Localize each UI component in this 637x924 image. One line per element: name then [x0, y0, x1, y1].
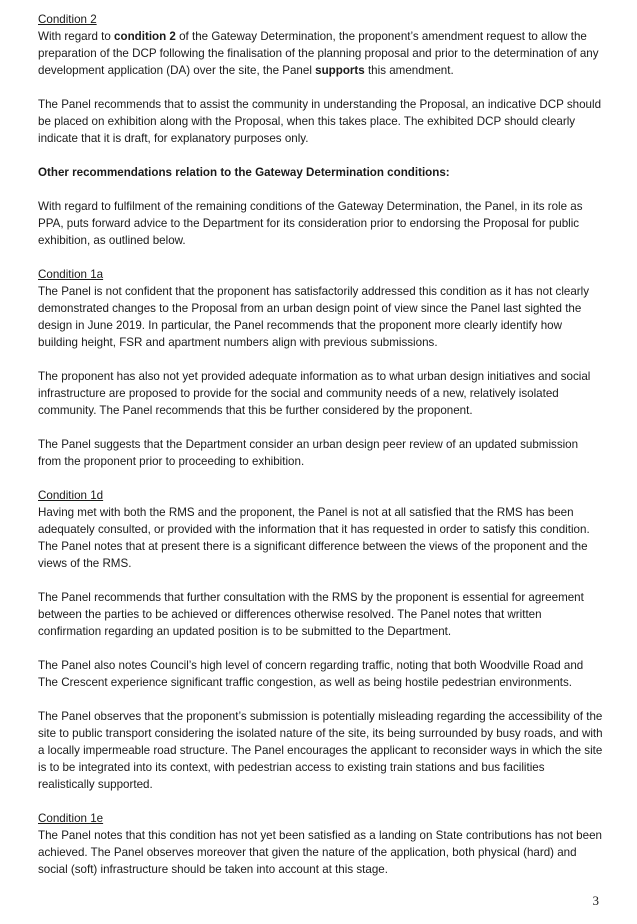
condition-1d-paragraph-3: The Panel also notes Council’s high level of concern regarding traffic, noting that both Woodville Road and The Crescent experience significant traffic congestion, as well as being hostile pedestrian environments. — [38, 659, 584, 689]
document-page — [38, 11, 604, 895]
other-recommendations-paragraph: With regard to fulfilment of the remaining conditions of the Gateway Determination, the Panel, in its role as PPA, puts forward advice to the Department for its consideration prior to endorsing the Proposal for public exhibition, as outlined below. — [38, 200, 583, 247]
condition-1d-paragraph-2: The Panel recommends that further consultation with the RMS by the proponent is essential for agreement between the parties to be achieved or differences otherwise resolved. The Panel notes that written confirmation regarding an updated position is to be submitted to the Department. — [38, 591, 584, 638]
condition-1d-paragraph-1: Having met with both the RMS and the proponent, the Panel is not at all satisfied that the RMS has been adequately consulted, or provided with the information that it has requested in order to satisfy this condition. The Panel notes that at present there is a significant difference between the views of the proponent and the views of the RMS. — [38, 506, 590, 570]
condition-1a-heading: Condition 1a — [38, 268, 104, 281]
condition-1a-paragraph-2: The proponent has also not yet provided adequate information as to what urban design initiatives and social infrastructure are proposed to provide for the social and community needs of a new, relatively isolated community. The Panel recommends that this be further considered by the proponent. — [38, 370, 591, 417]
condition-1e-paragraph-1: The Panel notes that this condition has not yet been satisfied as a landing on State contributions has not been achieved. The Panel observes moreover that given the nature of the application, both physical (hard) and social (soft) infrastructure should be taken into account at this stage. — [38, 829, 602, 876]
condition-1d-paragraph-4: The Panel observes that the proponent’s submission is potentially misleading regarding the accessibility of the site to public transport considering the isolated nature of the site, its being surrounded by busy roads, and with a locally impermeable road structure. The Panel encourages the applicant to reconsider ways in which the site is to be integrated into its context, with pedestrian access to existing train stations and bus facilities realistically supported. — [38, 710, 603, 791]
condition-2-heading: Condition 2 — [38, 13, 97, 26]
condition-1d-heading: Condition 1d — [38, 489, 104, 502]
condition-1e-heading: Condition 1e — [38, 812, 104, 825]
condition-2-paragraph-2: The Panel recommends that to assist the community in understanding the Proposal, an indicative DCP should be placed on exhibition along with the Proposal, when this takes place. The exhibited DCP should clearly indicate that it is draft, for explanatory purposes only. — [38, 98, 602, 145]
condition-1a-paragraph-1: The Panel is not confident that the proponent has satisfactorily addressed this condition as it has not clearly demonstrated changes to the Proposal from an urban design point of view since the Panel last sighted the design in June 2019. In particular, the Panel recommends that the proponent more clearly identify how building height, FSR and apartment numbers align with previous submissions. — [38, 285, 590, 349]
other-recommendations-heading: Other recommendations relation to the Gateway Determination conditions: — [38, 166, 450, 179]
page-number: 3 — [592, 893, 599, 908]
condition-2-paragraph-1: With regard to condition 2 of the Gateway Determination, the proponent’s amendment request to allow the preparation of the DCP following the finalisation of the planning proposal and prior to the determination of any development application (DA) over the site, the Panel supports this amendment. — [38, 30, 599, 77]
condition-1a-paragraph-3: The Panel suggests that the Department consider an urban design peer review of an updated submission from the proponent prior to proceeding to exhibition. — [38, 438, 579, 468]
